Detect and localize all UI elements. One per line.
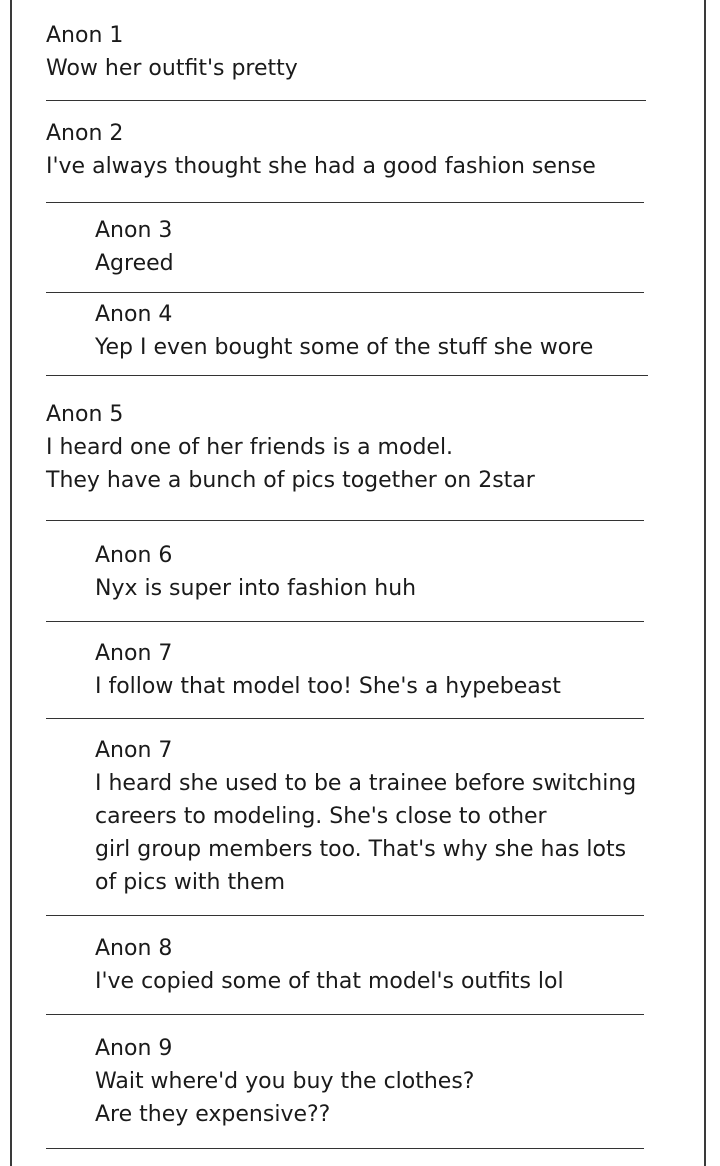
comment-anon-2[interactable] <box>46 117 656 183</box>
comment-anon-1[interactable] <box>46 19 656 85</box>
comment-divider <box>46 1148 644 1149</box>
comment-author: Anon 4 <box>95 302 173 327</box>
comment-author: Anon 9 <box>95 1036 173 1061</box>
comment-author: Anon 7 <box>95 641 173 666</box>
comment-author: Anon 8 <box>95 936 173 961</box>
comment-text: I heard one of her friends is a model. They have a bunch of pics together on 2star <box>46 435 535 493</box>
reply-anon-9[interactable] <box>95 1032 655 1131</box>
comment-text: Wait where'd you buy the clothes? Are they expensive?? <box>95 1069 475 1127</box>
comment-author: Anon 6 <box>95 543 173 568</box>
reply-anon-8[interactable] <box>95 932 655 998</box>
comment-text: I heard she used to be a trainee before switching careers to modeling. She's close to other girl group members too. That's why she has lots of pics with them <box>95 771 637 895</box>
comment-text: Nyx is super into fashion huh <box>95 576 417 601</box>
comment-text: Agreed <box>95 251 174 276</box>
reply-anon-7[interactable] <box>95 637 655 703</box>
comment-text: Yep I even bought some of the stuff she wore <box>95 335 594 360</box>
reply-anon-6[interactable] <box>95 539 655 605</box>
comment-author: Anon 1 <box>46 23 124 48</box>
reply-anon-4[interactable] <box>95 298 655 364</box>
comment-divider <box>46 520 644 521</box>
comment-anon-5[interactable] <box>46 398 656 497</box>
comment-divider <box>46 100 646 101</box>
comment-text: Wow her outfit's pretty <box>46 56 298 81</box>
comment-divider <box>46 292 644 293</box>
comment-author: Anon 2 <box>46 121 124 146</box>
comment-author: Anon 3 <box>95 218 173 243</box>
comment-author: Anon 7 <box>95 738 173 763</box>
comment-text: I've copied some of that model's outfits lol <box>95 969 564 994</box>
comment-divider <box>46 202 644 203</box>
comment-divider <box>46 718 644 719</box>
comment-text: I've always thought she had a good fashion sense <box>46 154 596 179</box>
comment-divider <box>46 1014 644 1015</box>
comment-divider <box>46 915 644 916</box>
comment-text: I follow that model too! She's a hypebeast <box>95 674 561 699</box>
comment-author: Anon 5 <box>46 402 124 427</box>
comment-divider <box>46 621 644 622</box>
reply-anon-3[interactable] <box>95 214 655 280</box>
comment-divider <box>46 375 648 376</box>
reply-anon-7-second[interactable] <box>95 734 655 899</box>
